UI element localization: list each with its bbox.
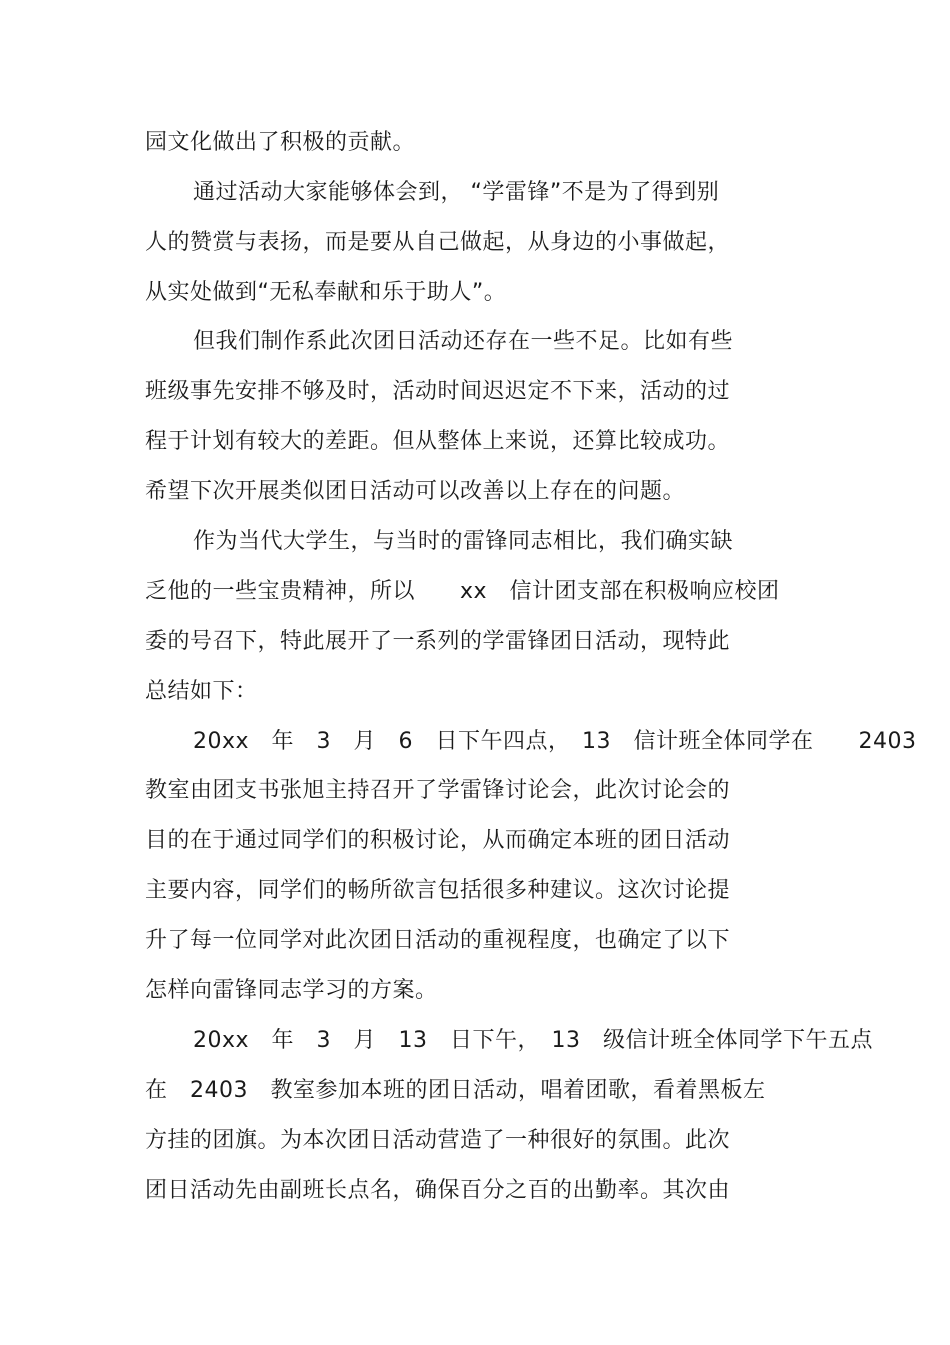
text-line: 班级事先安排不够及时，活动时间迟迟定不下来，活动的过: [145, 379, 731, 404]
text-line: 目的在于通过同学们的积极讨论，从而确定本班的团日活动: [145, 828, 731, 853]
text-line: 团日活动先由副班长点名，确保百分之百的出勤率。其次由: [145, 1178, 731, 1203]
text-line: 委的号召下，特此展开了一系列的学雷锋团日活动，现特此: [145, 629, 731, 654]
paragraph-start-line: 20xx 年 3 月 6 日下午四点， 13 信计班全体同学在 2403: [193, 729, 917, 754]
paragraph-start-line: 作为当代大学生，与当时的雷锋同志相比，我们确实缺: [193, 529, 734, 554]
paragraph-start-line: 20xx 年 3 月 13 日下午， 13 级信计班全体同学下午五点: [193, 1028, 874, 1053]
text-line: 园文化做出了积极的贡献。: [145, 130, 416, 155]
text-line: 总结如下：: [145, 679, 258, 704]
text-line: 方挂的团旗。为本次团日活动营造了一种很好的氛围。此次: [145, 1128, 731, 1153]
paragraph-start-line: 但我们制作系此次团日活动还存在一些不足。比如有些: [193, 329, 734, 354]
paragraph-start-line: 通过活动大家能够体会到， “学雷锋”不是为了得到别: [193, 180, 720, 205]
text-line: 主要内容，同学们的畅所欲言包括很多种建议。这次讨论提: [145, 878, 731, 903]
text-line: 升了每一位同学对此次团日活动的重视程度，也确定了以下: [145, 928, 731, 953]
text-line: 人的赞赏与表扬，而是要从自己做起，从身边的小事做起，: [145, 230, 731, 255]
text-line: 希望下次开展类似团日活动可以改善以上存在的问题。: [145, 479, 686, 504]
text-line: 教室由团支书张旭主持召开了学雷锋讨论会，此次讨论会的: [145, 778, 731, 803]
text-line: 程于计划有较大的差距。但从整体上来说，还算比较成功。: [145, 429, 731, 454]
text-line: 乏他的一些宝贵精神，所以 xx 信计团支部在积极响应校团: [145, 579, 780, 604]
text-line: 在 2403 教室参加本班的团日活动，唱着团歌，看着黑板左: [145, 1078, 766, 1103]
text-line: 从实处做到“无私奉献和乐于助人”。: [145, 280, 507, 305]
text-line: 怎样向雷锋同志学习的方案。: [145, 978, 438, 1003]
